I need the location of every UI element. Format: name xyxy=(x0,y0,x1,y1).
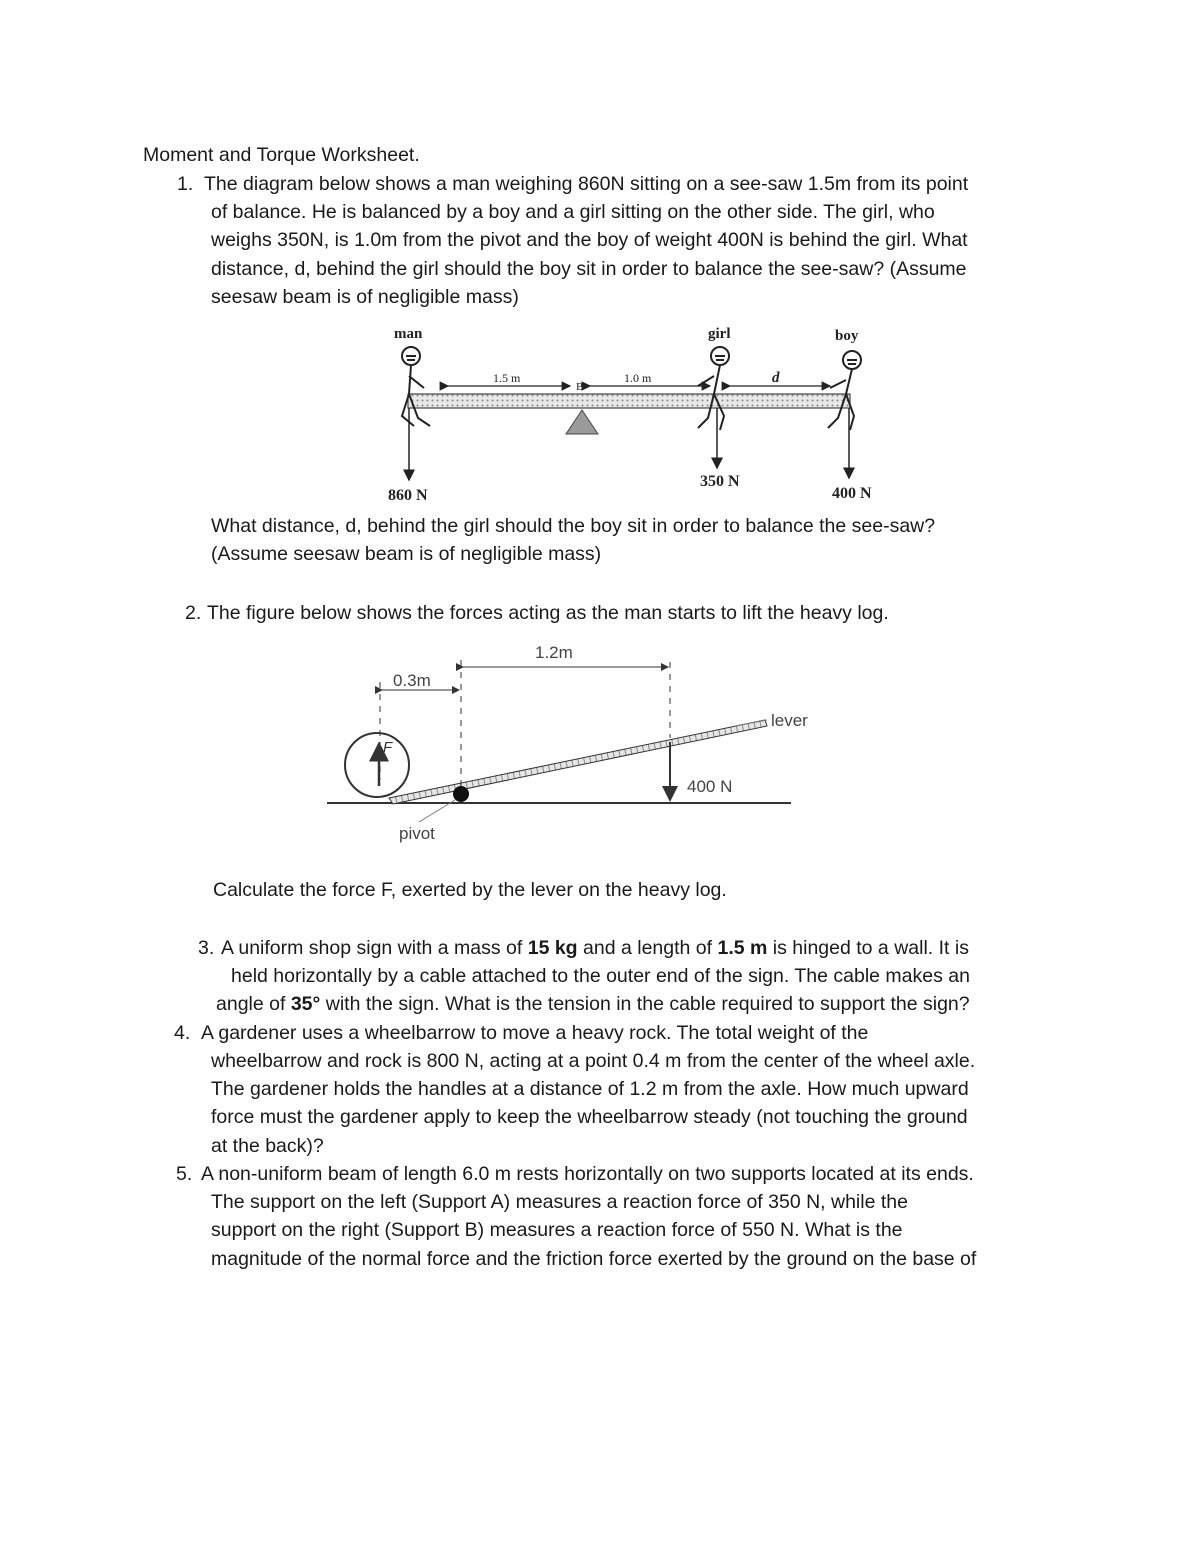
q3-line-3 xyxy=(216,990,970,1018)
seesaw-beam xyxy=(408,394,850,408)
q3-line-3-b: with the sign. What is the tension in the cable required to support the sign? xyxy=(320,993,970,1015)
q4-line-3: The gardener holds the handles at a distance of 1.2 m from the axle. How much upward xyxy=(211,1078,969,1100)
q3-line-1-c: is hinged to a wall. It is xyxy=(767,937,969,959)
label-dist-man: 1.5 m xyxy=(493,371,521,385)
q1-line-4: distance, d, behind the girl should the boy sit in order to balance the see-saw? (Assume xyxy=(211,258,967,280)
label-dist-girl: 1.0 m xyxy=(624,371,652,385)
q5-line-3: support on the right (Support B) measures a reaction force of 550 N. What is the xyxy=(211,1219,903,1241)
seesaw-diagram xyxy=(380,318,900,518)
q4-line-1: A gardener uses a wheelbarrow to move a heavy rock. The total weight of the xyxy=(201,1022,869,1044)
label-lever: lever xyxy=(771,711,808,730)
seesaw-pivot xyxy=(566,410,598,434)
q1-line-1: The diagram below shows a man weighing 860N sitting on a see-saw 1.5m from its point xyxy=(204,173,969,195)
force-f-symbol: F xyxy=(383,739,393,756)
q4-number: 4. xyxy=(174,1022,191,1044)
lever-diagram xyxy=(325,640,808,850)
label-force-girl: 350 N xyxy=(700,473,740,490)
q3-mass: 15 kg xyxy=(527,937,578,959)
label-dist-long: 1.2m xyxy=(535,643,573,662)
label-dist-boy: d xyxy=(772,370,780,386)
q1-line-2: of balance. He is balanced by a boy and a girl sitting on the other side. The girl, who xyxy=(211,201,935,223)
q3-line-1-b: and a length of xyxy=(577,937,718,959)
q3-line-1-a: A uniform shop sign with a mass of xyxy=(221,937,528,959)
q3-line-3-a: angle of xyxy=(216,993,291,1015)
q1-line-3: weighs 350N, is 1.0m from the pivot and the boy of weight 400N is behind the girl. What xyxy=(211,229,968,251)
q2-text: The figure below shows the forces acting as the man starts to lift the heavy log. xyxy=(207,602,889,624)
q4-line-5: at the back)? xyxy=(211,1135,324,1157)
q5-line-4: magnitude of the normal force and the friction force exerted by the ground on the base of xyxy=(211,1248,977,1270)
pivot-point xyxy=(453,786,469,802)
q5-line-2: The support on the left (Support A) measures a reaction force of 350 N, while the xyxy=(211,1191,908,1213)
q4-line-2: wheelbarrow and rock is 800 N, acting at a point 0.4 m from the center of the wheel axle. xyxy=(211,1050,976,1072)
q5-line-1: A non-uniform beam of length 6.0 m rests horizontally on two supports located at its ends. xyxy=(201,1163,974,1185)
q3-length: 1.5 m xyxy=(717,937,768,959)
q5-number: 5. xyxy=(176,1163,193,1185)
label-man: man xyxy=(394,326,423,342)
boy-figure xyxy=(828,351,861,430)
q3-line-1 xyxy=(221,934,969,962)
worksheet-title: Moment and Torque Worksheet. xyxy=(143,144,420,166)
label-dist-short: 0.3m xyxy=(393,671,431,690)
q1-question-line-1: What distance, d, behind the girl should the boy sit in order to balance the see-saw? xyxy=(211,515,936,537)
label-pivot: pivot xyxy=(399,824,435,843)
girl-figure xyxy=(698,347,729,430)
label-force-boy: 400 N xyxy=(832,485,872,502)
q3-line-2: held horizontally by a cable attached to the outer end of the sign. The cable makes an xyxy=(231,965,970,987)
log-circle xyxy=(345,733,409,797)
man-figure xyxy=(402,347,430,426)
q2-question: Calculate the force F, exerted by the lever on the heavy log. xyxy=(213,879,727,901)
label-pivot-b: B xyxy=(576,381,584,393)
label-force-400: 400 N xyxy=(687,777,733,796)
q1-number: 1. xyxy=(177,173,194,195)
q4-line-4: force must the gardener apply to keep the wheelbarrow steady (not touching the ground xyxy=(211,1106,968,1128)
q1-line-5: seesaw beam is of negligible mass) xyxy=(211,286,519,308)
q3-number: 3. xyxy=(198,937,215,959)
label-boy: boy xyxy=(835,328,859,344)
label-force-man: 860 N xyxy=(388,487,428,504)
q1-question-line-2: (Assume seesaw beam is of negligible mass) xyxy=(211,543,602,565)
q2-number: 2. xyxy=(185,602,202,624)
label-girl: girl xyxy=(708,326,731,342)
q3-angle: 35° xyxy=(290,993,321,1015)
